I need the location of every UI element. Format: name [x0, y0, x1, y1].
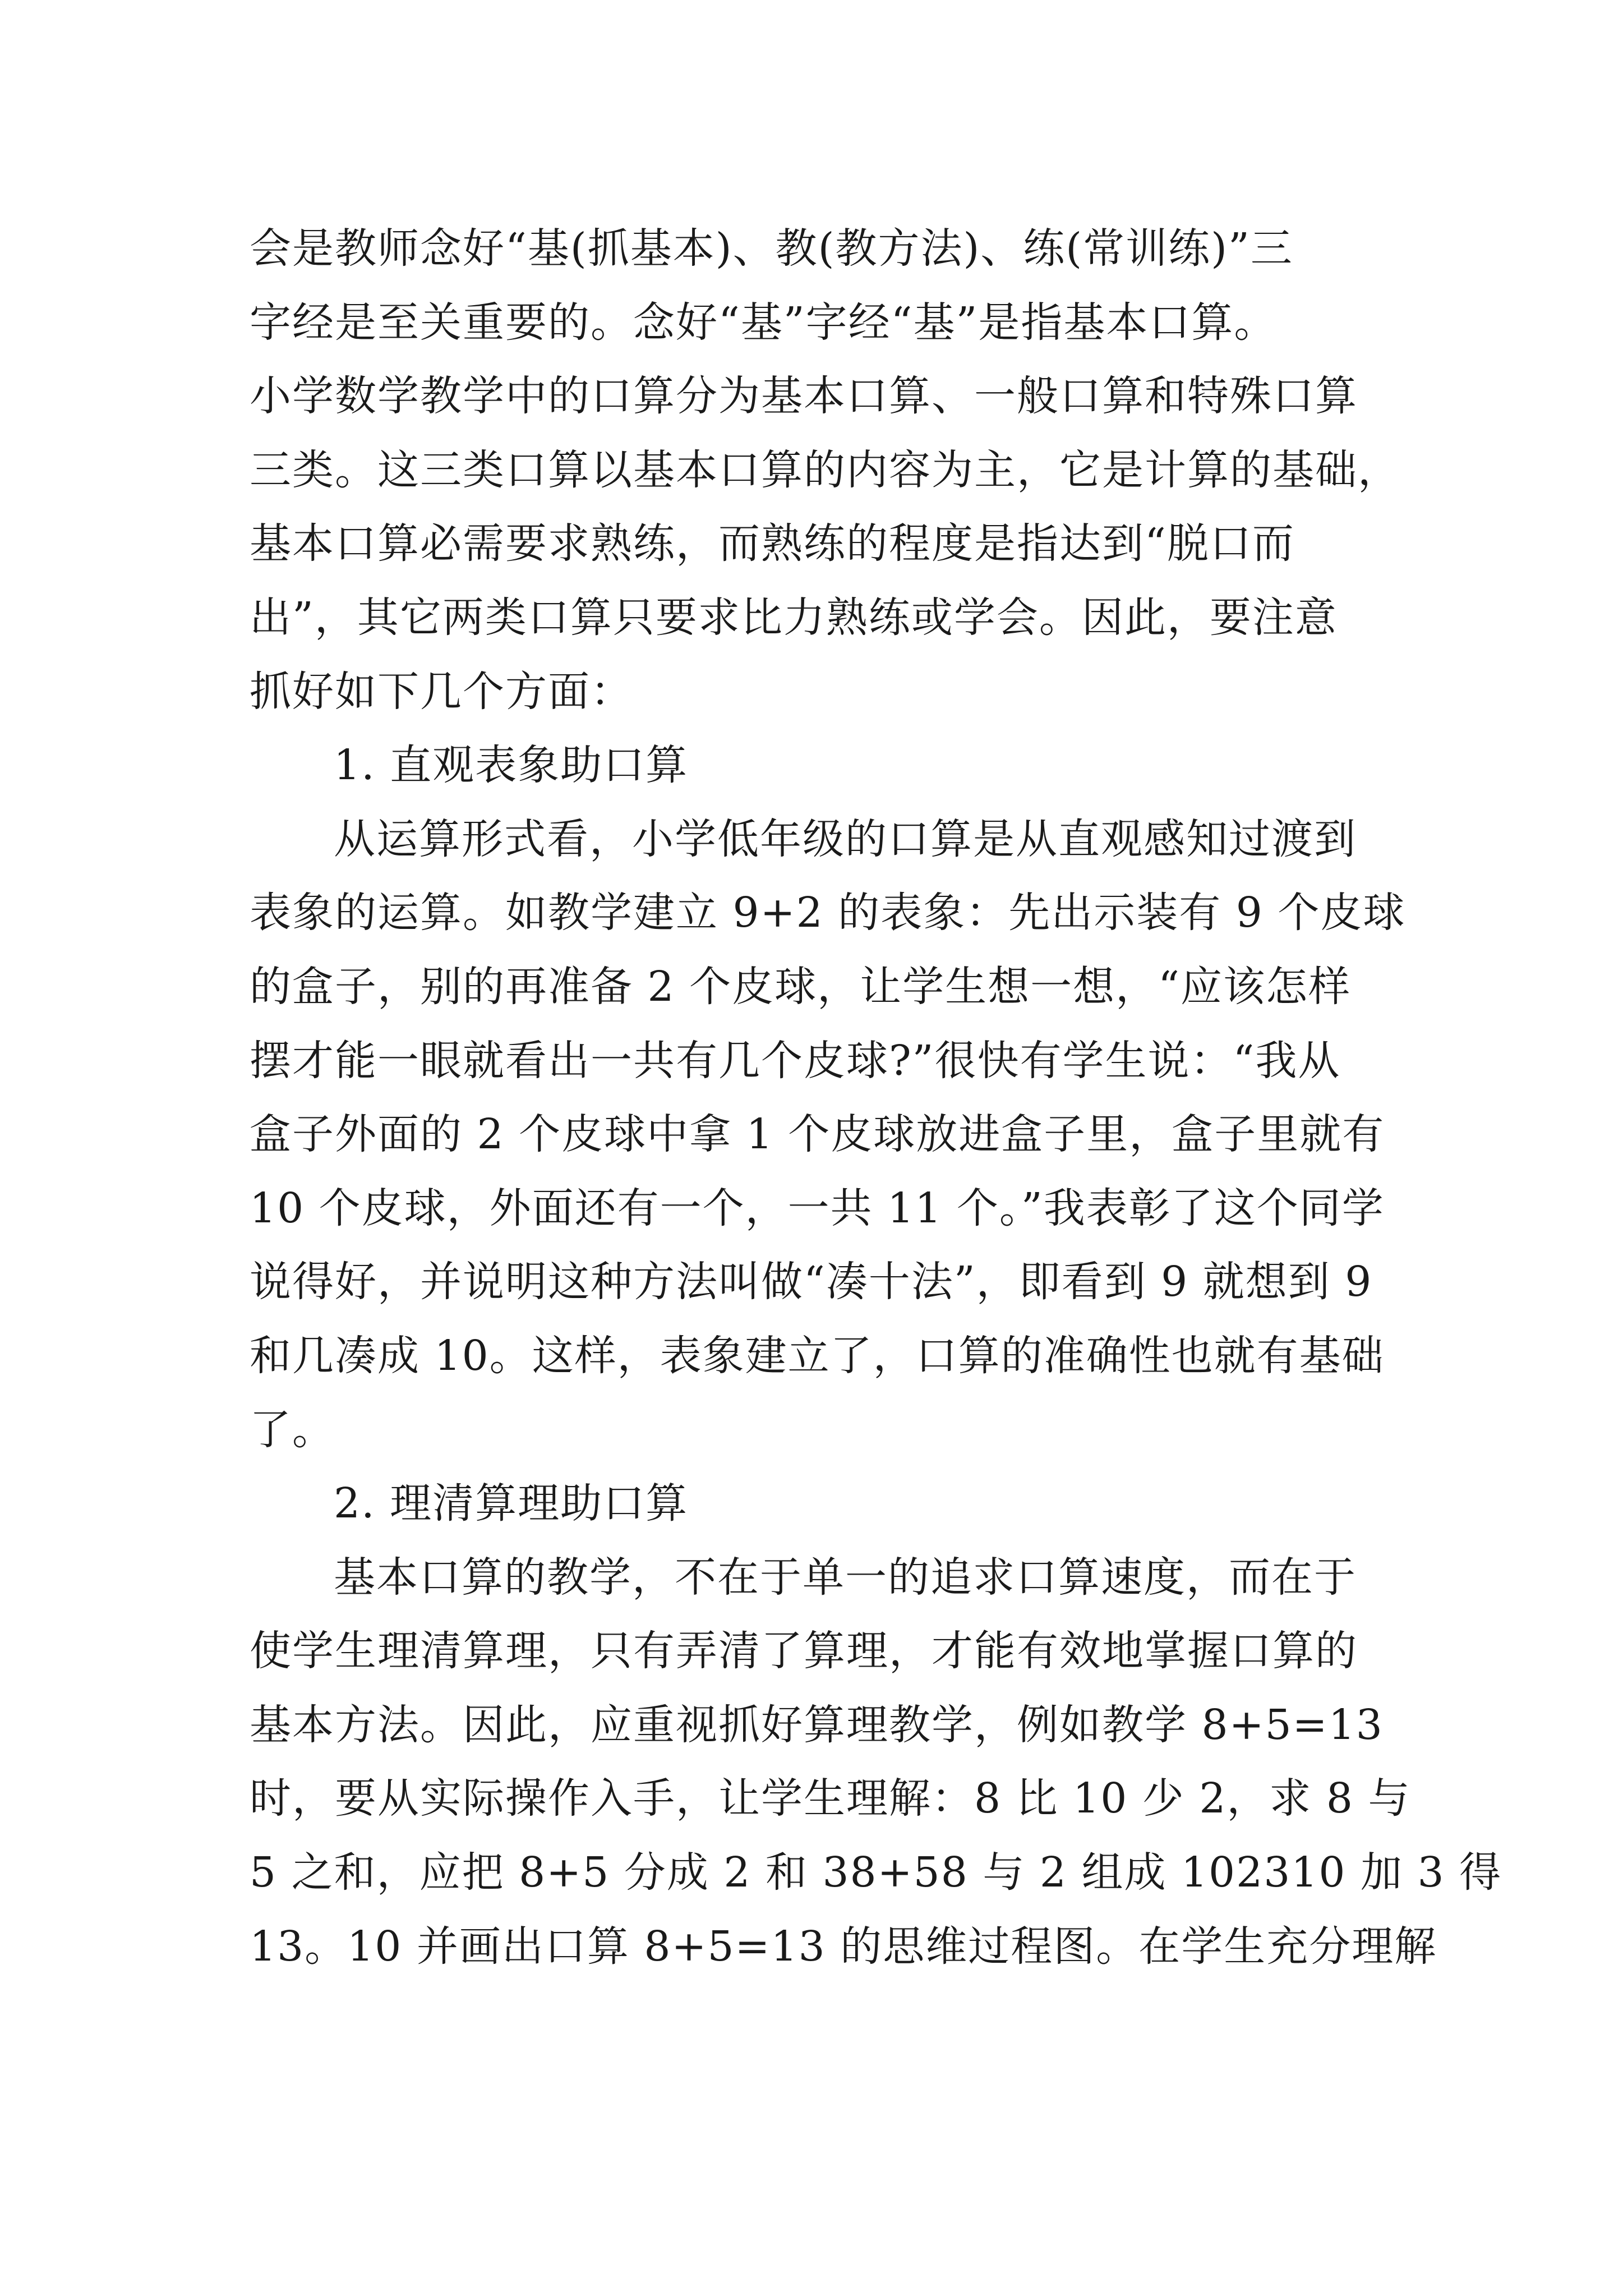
- text-line: 5 之和，应把 8+5 分成 2 和 38+58 与 2 组成 102310 加 3 得: [250, 1848, 1502, 1897]
- text-line: 时，要从实际操作入手，让学生理解：8 比 10 少 2，求 8 与: [250, 1774, 1411, 1823]
- text-line: 字经是至关重要的。念好“基”字经“基”是指基本口算。: [250, 298, 1277, 347]
- text-line: 三类。这三类口算以基本口算的内容为主，它是计算的基础，: [250, 445, 1400, 494]
- text-line: 基本方法。因此，应重视抓好算理教学，例如教学 8+5=13: [250, 1700, 1384, 1749]
- text-line: 基本口算的教学，不在于单一的追求口算速度，而在于: [334, 1553, 1357, 1602]
- text-line: 会是教师念好“基(抓基本)、教(教方法)、练(常训练)”三: [250, 224, 1293, 273]
- section-heading: 1. 直观表象助口算: [334, 741, 689, 790]
- section-heading: 2. 理清算理助口算: [334, 1479, 689, 1528]
- text-line: 的盒子，别的再准备 2 个皮球，让学生想一想，“应该怎样: [250, 962, 1351, 1011]
- text-line: 基本口算必需要求熟练，而熟练的程度是指达到“脱口而: [250, 519, 1295, 568]
- body-text: [250, 212, 1502, 1984]
- text-line: 从运算形式看，小学低年级的口算是从直观感知过渡到: [334, 815, 1357, 863]
- text-line: 和几凑成 10。这样，表象建立了，口算的准确性也就有基础: [250, 1331, 1385, 1380]
- text-line: 小学数学教学中的口算分为基本口算、一般口算和特殊口算: [250, 372, 1358, 421]
- text-line: 13。10 并画出口算 8+5=13 的思维过程图。在学生充分理解: [250, 1922, 1437, 1971]
- text-line: 10 个皮球，外面还有一个，一共 11 个。”我表彰了这个同学: [250, 1184, 1385, 1232]
- text-line: 表象的运算。如教学建立 9+2 的表象：先出示装有 9 个皮球: [250, 889, 1406, 937]
- text-line: 了。: [250, 1405, 335, 1454]
- text-line: 盒子外面的 2 个皮球中拿 1 个皮球放进盒子里，盒子里就有: [250, 1110, 1385, 1159]
- text-line: 抓好如下几个方面：: [250, 667, 633, 716]
- text-line: 出”，其它两类口算只要求比力熟练或学会。因此，要注意: [250, 593, 1338, 642]
- text-line: 使学生理清算理，只有弄清了算理，才能有效地掌握口算的: [250, 1627, 1358, 1676]
- text-line: 说得好，并说明这种方法叫做“凑十法”，即看到 9 就想到 9: [250, 1258, 1373, 1306]
- text-line: 摆才能一眼就看出一共有几个皮球?”很快有学生说：“我从: [250, 1036, 1341, 1085]
